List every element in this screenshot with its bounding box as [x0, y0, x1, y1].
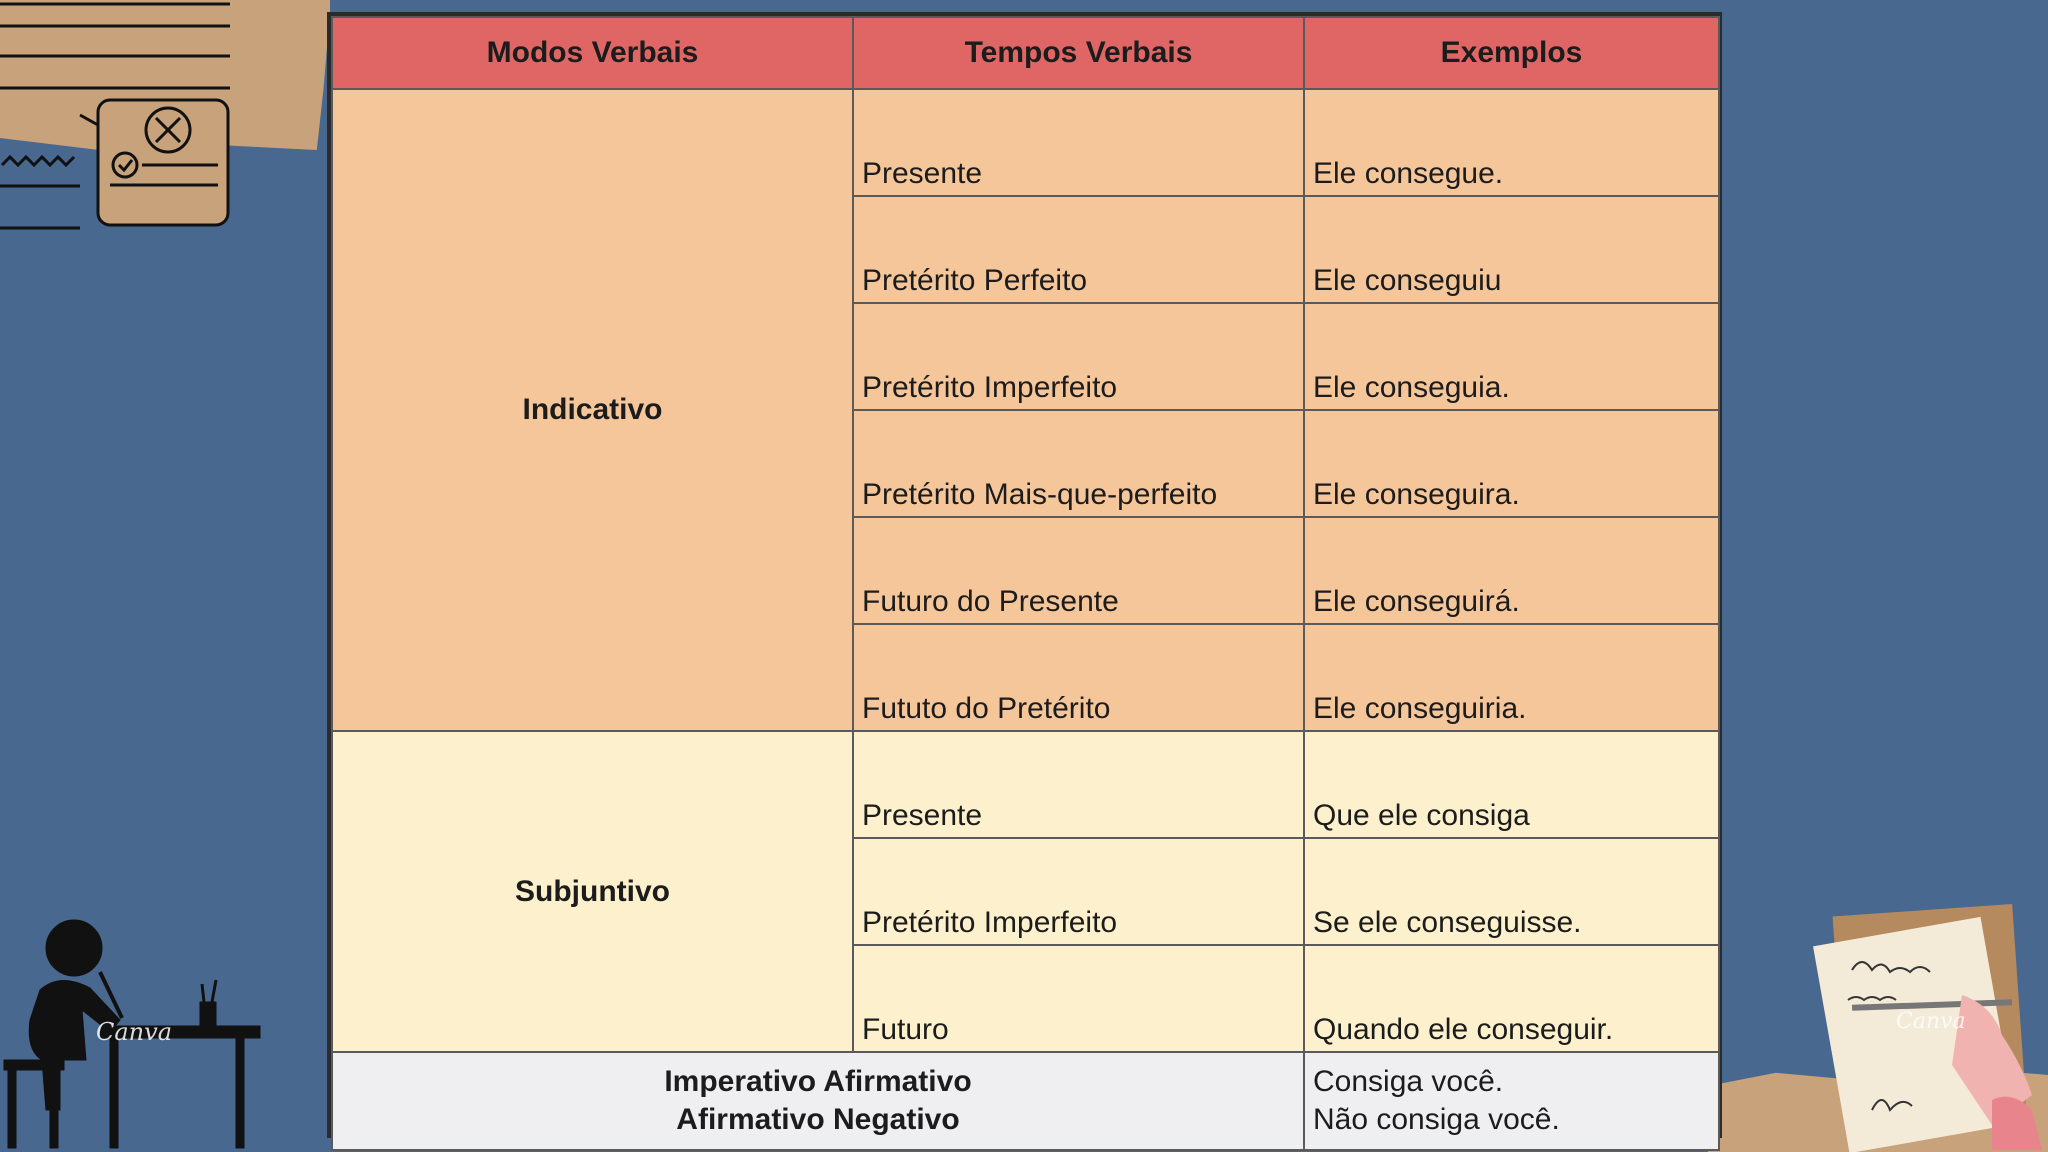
table-row [332, 89, 1719, 196]
header-exemplos: Exemplos [1304, 17, 1719, 89]
example-cell: Se ele conseguisse. [1304, 838, 1719, 945]
example-cell: Ele conseguira. [1304, 410, 1719, 517]
header-tempos-verbais: Tempos Verbais [853, 17, 1304, 89]
watermark-right: Canva [1896, 1009, 1966, 1034]
example-cell: Ele conseguiu [1304, 196, 1719, 303]
example-cell: Ele conseguirá. [1304, 517, 1719, 624]
header-modos-verbais: Modos Verbais [332, 17, 853, 89]
tense-cell: Presente [853, 731, 1304, 838]
tense-cell: Pretérito Perfeito [853, 196, 1304, 303]
imperativo-line: Afirmativo Negativo [676, 1103, 960, 1136]
example-cell: Ele consegue. [1304, 89, 1719, 196]
table-row-imperativo [332, 1052, 1719, 1150]
document-checklist-icon [0, 0, 240, 240]
verb-modes-table-frame [327, 12, 1722, 1138]
example-cell: Que ele consiga [1304, 731, 1719, 838]
example-cell-imperativo [1304, 1052, 1719, 1150]
table-row [332, 731, 1719, 838]
tense-cell: Fututo do Pretérito [853, 624, 1304, 731]
tense-cell: Pretérito Imperfeito [853, 303, 1304, 410]
verb-modes-table [331, 16, 1720, 1151]
mode-imperativo [332, 1052, 1304, 1150]
tense-cell: Futuro [853, 945, 1304, 1052]
mode-subjuntivo: Subjuntivo [332, 731, 853, 1052]
tense-cell: Pretérito Mais-que-perfeito [853, 410, 1304, 517]
example-cell: Ele conseguia. [1304, 303, 1719, 410]
student-at-desk-icon [0, 910, 270, 1152]
imperativo-example-line: Não consiga você. [1313, 1103, 1560, 1136]
watermark-left: Canva [96, 1018, 172, 1046]
mode-indicativo: Indicativo [332, 89, 853, 731]
imperativo-example-line: Consiga você. [1313, 1065, 1504, 1098]
tense-cell: Presente [853, 89, 1304, 196]
imperativo-line: Imperativo Afirmativo [664, 1065, 972, 1098]
example-cell: Quando ele conseguir. [1304, 945, 1719, 1052]
example-cell: Ele conseguiria. [1304, 624, 1719, 731]
table-header-row [332, 17, 1719, 89]
tense-cell: Pretérito Imperfeito [853, 838, 1304, 945]
letter-writing-icon [1812, 900, 2048, 1152]
tense-cell: Futuro do Presente [853, 517, 1304, 624]
